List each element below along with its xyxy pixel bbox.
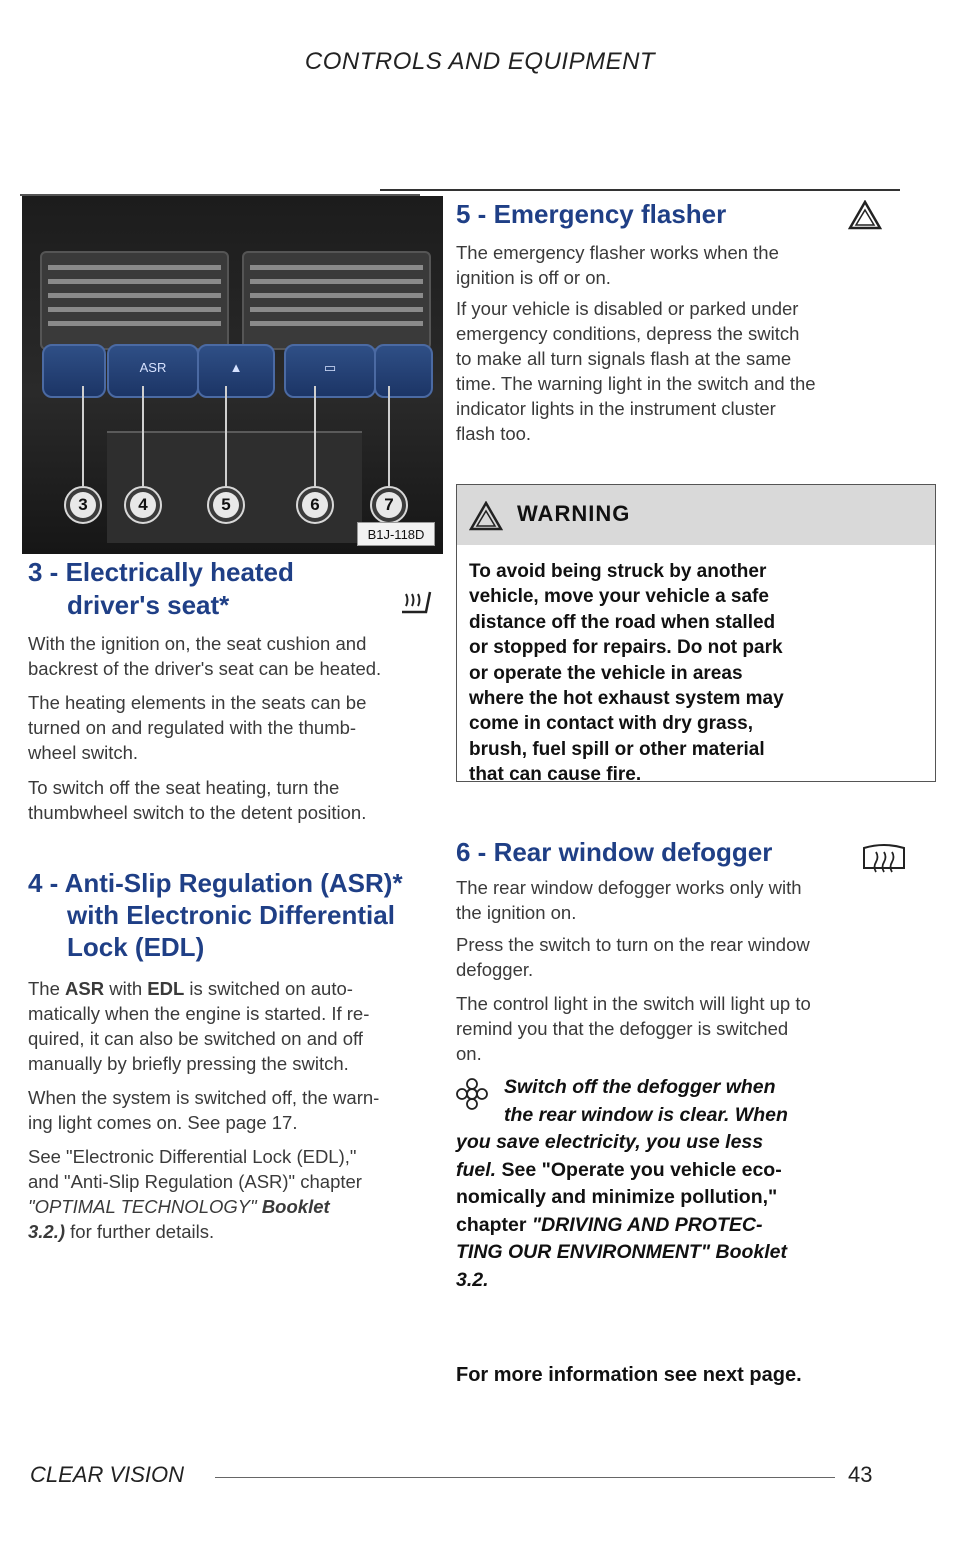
warning-sign-icon	[469, 501, 503, 531]
air-vent-right	[242, 251, 431, 350]
section-6-heading: 6 - Rear window defogger	[456, 837, 773, 867]
environment-tip: Switch off the defogger when the rear window is clear. When you save electricity, you use less fuel. See "Operate you vehicle eco- nomically and minimize pollution," chapter "DRIVING AND PROTEC- TING OUR ENVIRONMENT" Booklet 3.2.	[456, 1076, 788, 1291]
seat-heater-icon	[396, 586, 442, 616]
figure-code: B1J-118D	[357, 522, 435, 546]
hazard-triangle-icon: ▲	[229, 360, 243, 375]
asr-switch-label: ASR	[139, 360, 167, 375]
section-6-paragraph-3: The control light in the switch will light up to remind you that the defogger is switched on.	[456, 993, 811, 1064]
callout-4: 4	[124, 486, 162, 524]
section-4-paragraph-1: The ASR with EDL is switched on auto- matically when the engine is started. If re- quired, it can also be switched on and off manually by briefly pressing the switch.	[28, 978, 370, 1074]
section-4-heading: 4 - Anti-Slip Regulation (ASR)*	[28, 868, 403, 898]
section-3-paragraph-1: With the ignition on, the seat cushion and backrest of the driver's seat can be heated.	[28, 633, 382, 679]
continued-note: For more information see next page.	[456, 1364, 802, 1386]
section-4-heading-cont-1: with Electronic Differential	[67, 900, 395, 930]
section-3-paragraph-3: To switch off the seat heating, turn the thumbwheel switch to the detent position.	[28, 777, 367, 823]
seat-heat-switch-left	[42, 344, 106, 398]
footer-rule	[215, 1477, 835, 1478]
asr-switch	[107, 344, 199, 398]
defogger-symbol-icon: ▭	[323, 360, 337, 375]
section-3-heading: 3 - Electrically heated	[28, 557, 294, 587]
section-6-paragraph-2: Press the switch to turn on the rear window defogger.	[456, 934, 810, 980]
section-4-paragraph-3: See "Electronic Differential Lock (EDL)," and "Anti-Slip Regulation (ASR)" chapter "OPTIMAL TECHNOLOGY" Booklet 3.2.) for further details.	[28, 1146, 362, 1242]
hazard-switch	[197, 344, 275, 398]
page-number: 43	[848, 1462, 873, 1487]
warning-text: To avoid being struck by another vehicle, move your vehicle a safe distance off the road when stalled or stopped for repairs. Do not park or operate the vehicle in areas where the hot exhaust system may come in contact with dry grass, brush, fuel spill or other material that can cause fire.	[469, 561, 784, 786]
defogger-switch	[284, 344, 376, 398]
callout-3: 3	[64, 486, 102, 524]
section-4-paragraph-2: When the system is switched off, the warn- ing light comes on. See page 17.	[28, 1087, 380, 1133]
header-divider	[380, 189, 900, 191]
dashboard-switch-photo	[22, 196, 443, 554]
callout-7: 7	[370, 486, 408, 524]
section-5-paragraph-1: The emergency flasher works when the ignition is off or on.	[456, 242, 779, 288]
page-header: CONTROLS AND EQUIPMENT	[304, 48, 656, 75]
section-6-paragraph-1: The rear window defogger works only with the ignition on.	[456, 877, 802, 923]
footer-section-title: CLEAR VISION	[30, 1462, 185, 1487]
warning-triangle-icon	[848, 200, 882, 230]
air-vent-left	[40, 251, 229, 350]
warning-title: WARNING	[517, 501, 631, 526]
section-3-heading-cont: driver's seat*	[67, 590, 230, 620]
section-4-heading-cont-2: Lock (EDL)	[67, 932, 205, 962]
seat-heat-switch-right	[374, 344, 433, 398]
section-3-paragraph-2: The heating elements in the seats can be turned on and regulated with the thumb- wheel switch.	[28, 692, 367, 763]
callout-6: 6	[296, 486, 334, 524]
warning-header	[457, 485, 935, 545]
warning-box	[456, 484, 936, 786]
callout-5: 5	[207, 486, 245, 524]
rear-defogger-icon	[860, 840, 908, 874]
section-5-paragraph-2: If your vehicle is disabled or parked under emergency conditions, depress the switch to make all turn signals flash at the same time. The warning light in the switch and the indicator lights in the instrument cluster flash too.	[456, 298, 816, 444]
section-5-heading: 5 - Emergency flasher	[456, 199, 727, 229]
